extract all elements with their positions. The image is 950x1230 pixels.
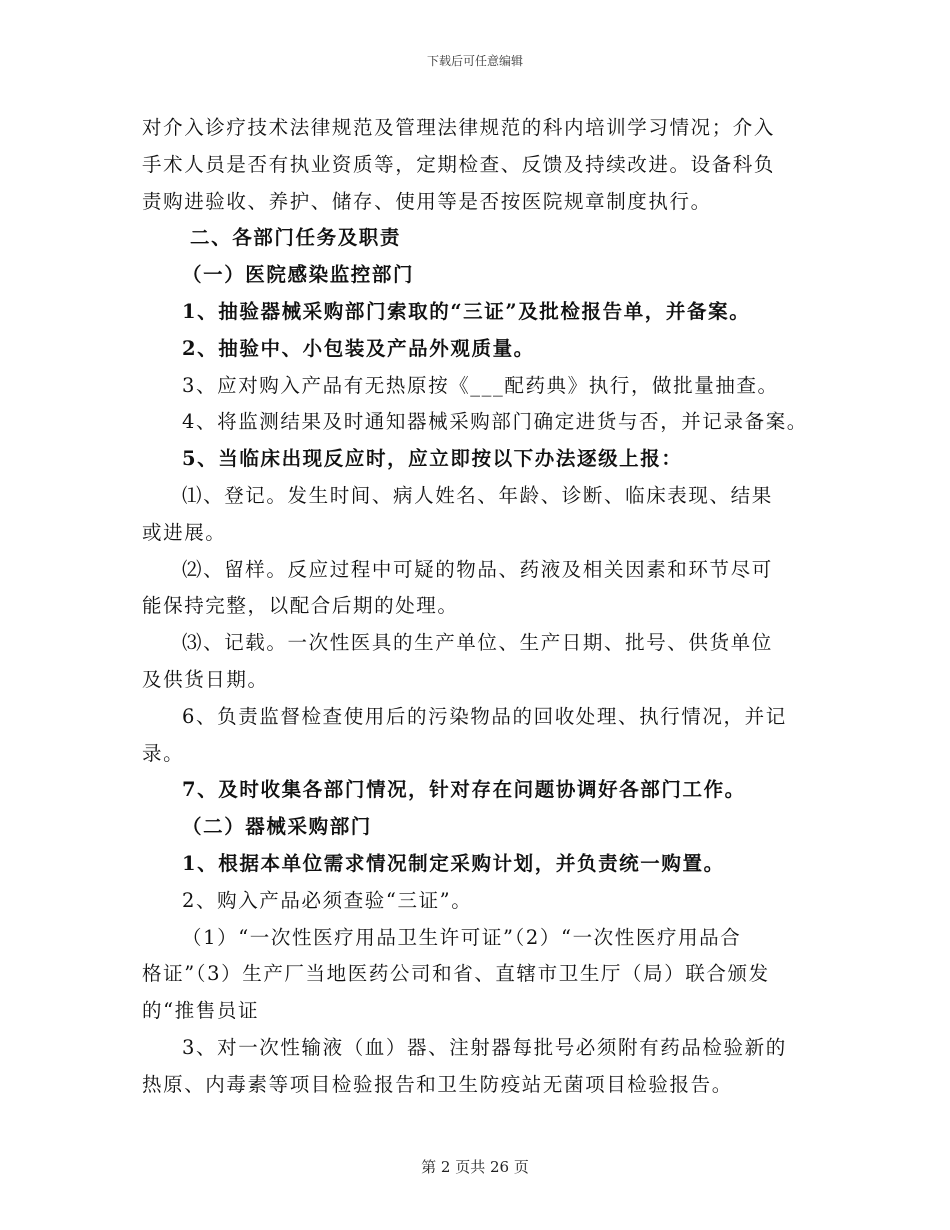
document-body xyxy=(142,110,822,1104)
text-line: 的“推售员证 xyxy=(142,999,260,1023)
text-line: 能保持完整，以配合后期的处理。 xyxy=(142,594,459,618)
text-line: 2、购入产品必须查验“三证”。 xyxy=(182,888,473,912)
text-line: ⑵、留样。反应过程中可疑的物品、药液及相关因素和环节尽可 xyxy=(182,557,773,581)
text-line: 5、当临床出现反应时，应立即按以下办法逐级上报： xyxy=(182,447,683,471)
text-line: 对介入诊疗技术法律规范及管理法律规范的科内培训学习情况；介入 xyxy=(142,116,776,139)
text-line: ⑶、记载。一次性医具的生产单位、生产日期、批号、供货单位 xyxy=(182,631,773,655)
text-line: ⑴、登记。发生时间、病人姓名、年龄、诊断、临床表现、结果 xyxy=(182,483,773,507)
text-line: 1、根据本单位需求情况制定采购计划，并负责统一购置。 xyxy=(182,851,725,875)
text-line: 录。 xyxy=(142,741,185,765)
text-line: 7、及时收集各部门情况，针对存在问题协调好各部门工作。 xyxy=(182,778,746,802)
page-footer: 第 2 页共 26 页 xyxy=(421,1158,529,1176)
page-header: 下载后可任意编辑 xyxy=(426,54,523,68)
subsection-heading: （二）器械采购部门 xyxy=(182,815,372,839)
text-line: 2、抽验中、小包装及产品外观质量。 xyxy=(182,336,535,360)
section-heading: 二、各部门任务及职责 xyxy=(190,226,402,250)
text-line: 格证”（3）生产厂当地医药公司和省、直辖市卫生厅（局）联合颁发 xyxy=(142,962,770,986)
subsection-heading: （一）医院感染监控部门 xyxy=(182,263,415,287)
text-line: 责购进验收、养护、储存、使用等是否按医院规章制度执行。 xyxy=(142,189,712,213)
text-line: 及供货日期。 xyxy=(142,667,269,691)
text-line: 4、将监测结果及时通知器械采购部门确定进货与否，并记录备案。 xyxy=(182,410,808,434)
text-line: （1）“一次性医疗用品卫生许可证”（2）“一次性医疗用品合 xyxy=(182,925,742,949)
text-line: 6、负责监督检查使用后的污染物品的回收处理、执行情况，并记 xyxy=(182,704,787,728)
text-line: 或进展。 xyxy=(142,520,227,544)
text-line: 3、应对购入产品有无热原按《___配药典》执行，做批量抽查。 xyxy=(182,373,779,397)
text-line: 热原、内毒素等项目检验报告和卫生防疫站无菌项目检验报告。 xyxy=(142,1072,733,1096)
text-line: 3、对一次性输液（血）器、注射器每批号必须附有药品检验新的 xyxy=(182,1035,787,1059)
text-line: 1、抽验器械采购部门索取的“三证”及批检报告单，并备案。 xyxy=(182,299,751,323)
text-line: 手术人员是否有执业资质等，定期检查、反馈及持续改进。设备科负 xyxy=(142,152,776,176)
